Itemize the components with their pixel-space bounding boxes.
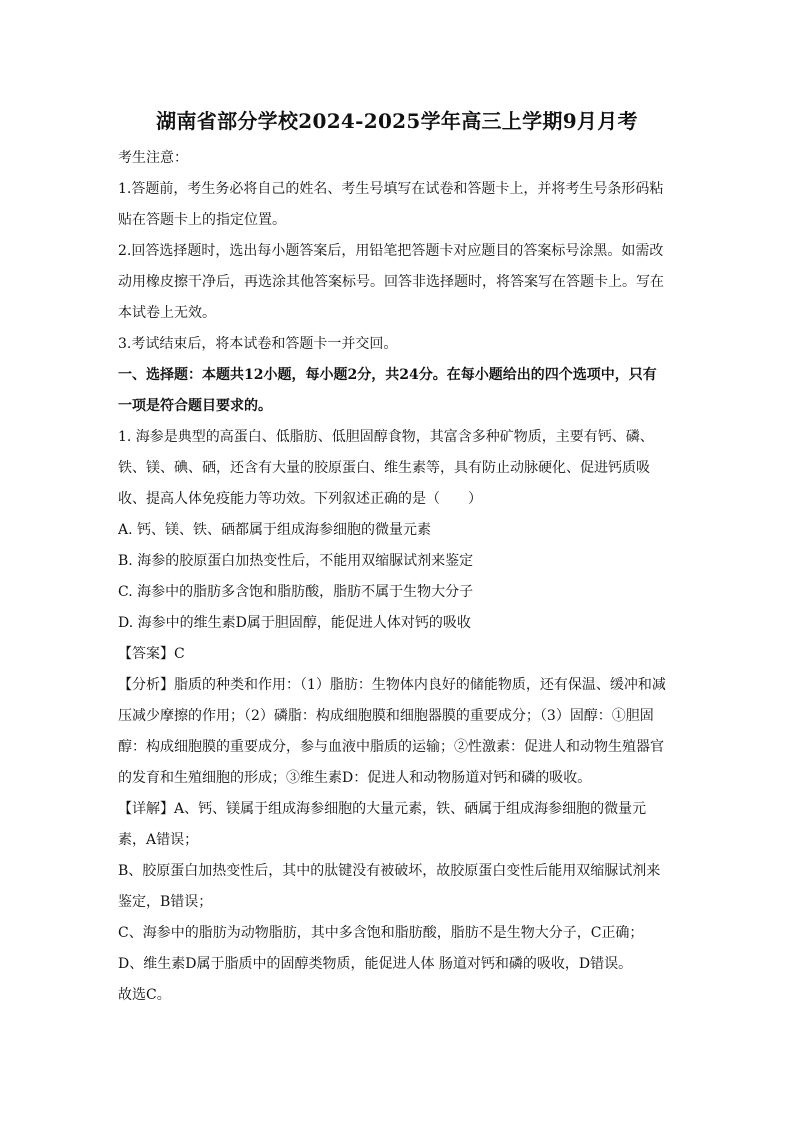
option-d: D. 海参中的维生素D属于胆固醇，能促进人体对钙的吸收 (118, 615, 471, 631)
option-b: B. 海参的胶原蛋白加热变性后，不能用双缩脲试剂来鉴定 (118, 553, 474, 569)
question-stem-line-2: 铁、镁、碘、硒，还含有大量的胶原蛋白、维生素等，具有防止动脉硬化、促进钙质吸 (118, 460, 650, 476)
analysis-line-2: 压减少摩擦的作用；（2）磷脂：构成细胞膜和细胞器膜的重要成分；（3）固醇：①胆固 (118, 708, 654, 724)
document-body (118, 143, 683, 1011)
notice-item-2-line-3: 本试卷上无效。 (118, 305, 216, 321)
option-a: A. 钙、镁、铁、硒都属于组成海参细胞的微量元素 (118, 522, 432, 538)
detail-line-7: 故选C。 (118, 987, 171, 1003)
page-title: 湖南省部分学校2024-2025学年高三上学期9月月考 (156, 109, 638, 133)
analysis-line-4: 的发育和生殖细胞的形成；③维生素D：促进人和动物肠道对钙和磷的吸收。 (118, 770, 592, 786)
detail-line-6: D、维生素D属于脂质中的固醇类物质，能促进人体 肠道对钙和磷的吸收，D错误。 (118, 956, 633, 972)
notice-item-2-line-1: 2.回答选择题时，选出每小题答案后，用铅笔把答题卡对应题目的答案标号涂黑。如需改 (118, 243, 664, 259)
detail-line-1: 【详解】A、钙、镁属于组成海参细胞的大量元素，铁、硒属于组成海参细胞的微量元 (118, 801, 647, 817)
question-stem-line-3: 收、提高人体免疫能力等功效。下列叙述正确的是（ ） (118, 491, 482, 507)
section-heading-line-1: 一、选择题：本题共12小题，每小题2分，共24分。在每小题给出的四个选项中，只有 (118, 367, 657, 383)
option-c: C. 海参中的脂肪多含饱和脂肪酸，脂肪不属于生物大分子 (118, 584, 474, 600)
notice-item-3-line-1: 3.考试结束后，将本试卷和答题卡一并交回。 (118, 336, 398, 352)
question-stem-line-1: 1. 海参是典型的高蛋白、低脂肪、低胆固醇食物，其富含多种矿物质，主要有钙、磷、 (118, 429, 654, 445)
section-heading-line-2: 一项是符合题目要求的。 (118, 398, 272, 414)
detail-line-5: C、海参中的脂肪为动物脂肪，其中多含饱和脂肪酸，脂肪不是生物大分子，C正确； (118, 925, 644, 941)
answer-line: 【答案】C (118, 646, 185, 662)
analysis-line-3: 醇：构成细胞膜的重要成分，参与血液中脂质的运输；②性激素：促进人和动物生殖器官 (118, 739, 664, 755)
notice-heading: 考生注意： (118, 150, 188, 166)
notice-item-1-line-2: 贴在答题卡上的指定位置。 (118, 212, 286, 228)
detail-line-4: 鉴定，B错误； (118, 894, 213, 910)
notice-item-1-line-1: 1.答题前，考生务必将自己的姓名、考生号填写在试卷和答题卡上，并将考生号条形码粘 (118, 181, 664, 197)
notice-item-2-line-2: 动用橡皮擦干净后，再选涂其他答案标号。回答非选择题时，将答案写在答题卡上。写在 (118, 274, 664, 290)
detail-line-3: B、胶原蛋白加热变性后，其中的肽键没有被破坏，故胶原蛋白变性后能用双缩脲试剂来 (118, 863, 661, 879)
analysis-line-1: 【分析】脂质的种类和作用：（1）脂肪：生物体内良好的储能物质，还有保温、缓冲和减 (118, 677, 666, 693)
detail-line-2: 素，A错误； (118, 832, 199, 848)
